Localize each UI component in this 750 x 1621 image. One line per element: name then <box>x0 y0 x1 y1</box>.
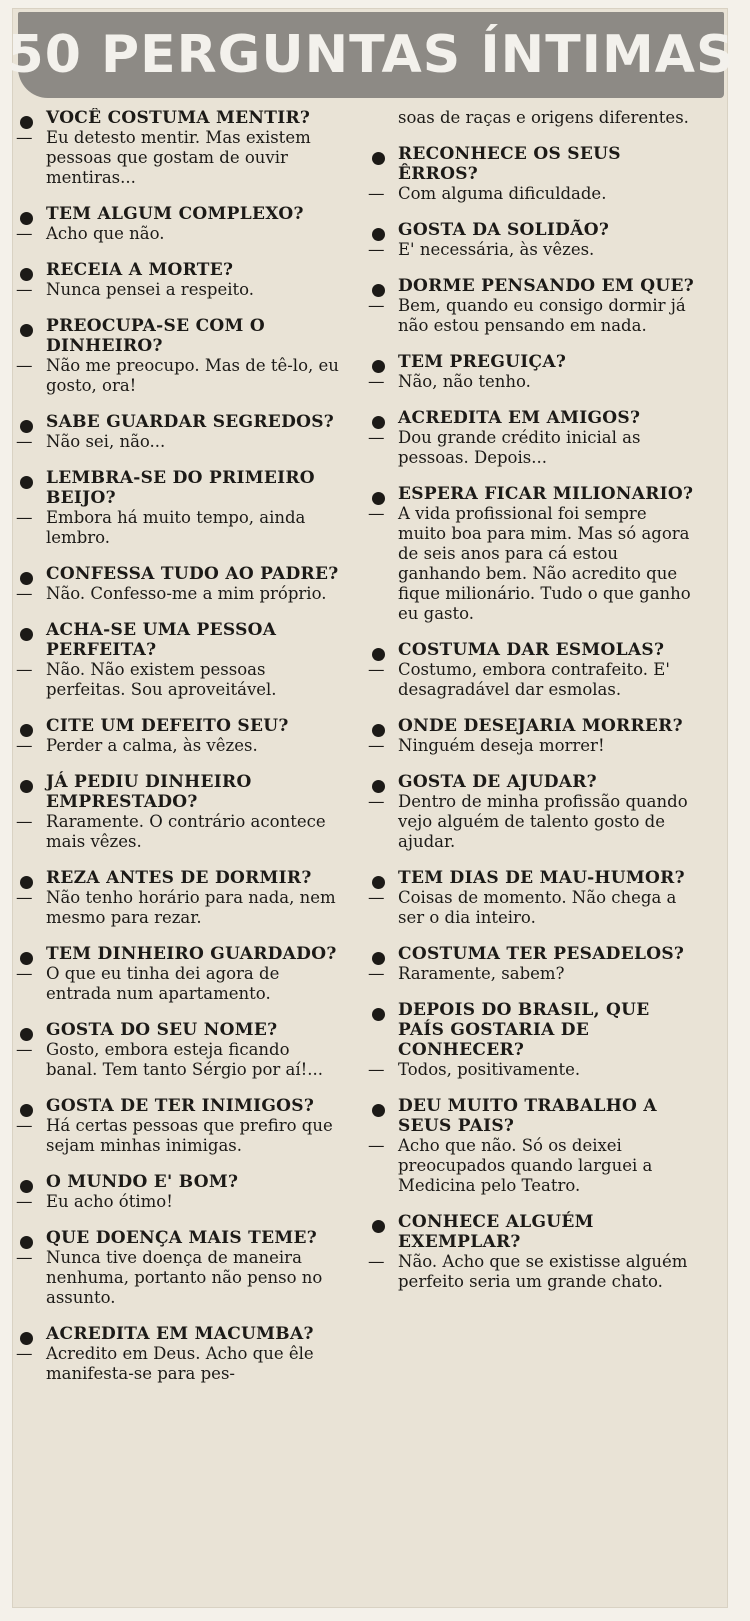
question: COSTUMA DAR ESMOLAS? <box>398 640 665 660</box>
question: TEM ALGUM COMPLEXO? <box>46 204 304 224</box>
dash-icon: — <box>16 964 33 983</box>
answer <box>368 240 698 260</box>
qa-item <box>16 1172 346 1212</box>
title-banner <box>7 12 735 98</box>
answer <box>16 1040 346 1080</box>
dash-icon: — <box>16 1344 33 1363</box>
qa-item <box>368 944 698 984</box>
qa-item <box>368 220 698 260</box>
dash-icon: — <box>368 660 385 679</box>
answer <box>368 888 698 928</box>
dash-icon: — <box>16 584 33 603</box>
answer-text: Não. Acho que se existisse alguém perfeito seria um grande chato. <box>398 1252 688 1291</box>
dash-icon: — <box>368 428 385 447</box>
qa-item <box>368 1212 698 1292</box>
answer <box>368 504 698 624</box>
answer-text: Há certas pessoas que prefiro que sejam minhas inimigas. <box>46 1116 333 1155</box>
qa-item <box>368 868 698 928</box>
question: RECEIA A MORTE? <box>46 260 234 280</box>
question: DORME PENSANDO EM QUE? <box>398 276 694 296</box>
qa-item <box>16 204 346 244</box>
answer <box>368 184 698 204</box>
answer-text: Não sei, não... <box>46 432 166 451</box>
answer-text: E' necessária, às vêzes. <box>398 240 595 259</box>
qa-item <box>16 868 346 928</box>
dash-icon: — <box>368 888 385 907</box>
answer-text: Não tenho horário para nada, nem mesmo para rezar. <box>46 888 336 927</box>
question: GOSTA DA SOLIDÃO? <box>398 220 610 240</box>
answer <box>16 356 346 396</box>
dash-icon: — <box>16 1248 33 1267</box>
qa-item <box>368 484 698 624</box>
question: VOCÊ COSTUMA MENTIR? <box>46 108 311 128</box>
answer <box>368 964 698 984</box>
dash-icon: — <box>368 964 385 983</box>
answer <box>16 812 346 852</box>
answer <box>368 1136 698 1196</box>
question: O MUNDO E' BOM? <box>46 1172 239 1192</box>
qa-item <box>16 316 346 396</box>
dash-icon: — <box>368 736 385 755</box>
question: GOSTA DO SEU NOME? <box>46 1020 278 1040</box>
dash-icon: — <box>368 240 385 259</box>
answer <box>368 296 698 336</box>
qa-item <box>16 564 346 604</box>
bullet-icon <box>20 324 33 337</box>
dash-icon: — <box>368 792 385 811</box>
qa-item <box>16 620 346 700</box>
question: QUE DOENÇA MAIS TEME? <box>46 1228 317 1248</box>
bullet-icon <box>20 476 33 489</box>
answer <box>16 508 346 548</box>
answer-text: Eu detesto mentir. Mas existem pessoas que gostam de ouvir mentiras... <box>46 128 311 187</box>
qa-item <box>368 716 698 756</box>
qa-item <box>16 716 346 756</box>
dash-icon: — <box>16 888 33 907</box>
answer-text: Raramente, sabem? <box>398 964 565 983</box>
answer <box>16 1248 346 1308</box>
qa-item <box>368 640 698 700</box>
question: TEM PREGUIÇA? <box>398 352 567 372</box>
newspaper-clipping <box>7 8 735 1608</box>
answer <box>16 1116 346 1156</box>
answer-text: Ninguém deseja morrer! <box>398 736 605 755</box>
qa-item <box>368 144 698 204</box>
answer-text: Dentro de minha profissão quando vejo alguém de talento gosto de ajudar. <box>398 792 688 851</box>
dash-icon: — <box>16 356 33 375</box>
qa-item <box>368 408 698 468</box>
question: COSTUMA TER PESADELOS? <box>398 944 685 964</box>
answer <box>16 224 346 244</box>
page-title: 50 PERGUNTAS ÍNTIMAS <box>7 25 735 85</box>
qa-item <box>16 1324 346 1384</box>
dash-icon: — <box>16 508 33 527</box>
question: SABE GUARDAR SEGREDOS? <box>46 412 335 432</box>
right-column <box>368 108 698 1598</box>
question: REZA ANTES DE DORMIR? <box>46 868 312 888</box>
question: ACHA-SE UMA PESSOA PERFEITA? <box>46 620 277 660</box>
answer <box>368 736 698 756</box>
answer-text: Nunca tive doença de maneira nenhuma, portanto não penso no assunto. <box>46 1248 323 1307</box>
qa-item <box>16 772 346 852</box>
answer <box>16 888 346 928</box>
answer-text: Nunca pensei a respeito. <box>46 280 255 299</box>
bullet-icon <box>20 628 33 641</box>
answer-text: Não me preocupo. Mas de tê-lo, eu gosto, ora! <box>46 356 339 395</box>
bullet-icon <box>372 1008 385 1021</box>
qa-item <box>368 772 698 852</box>
question: DEPOIS DO BRASIL, QUE PAÍS GOSTARIA DE CONHECER? <box>398 1000 650 1060</box>
question: TEM DIAS DE MAU-HUMOR? <box>398 868 685 888</box>
dash-icon: — <box>16 660 33 679</box>
answer <box>16 660 346 700</box>
answer-text: Não. Não existem pessoas perfeitas. Sou aproveitável. <box>46 660 277 699</box>
question: GOSTA DE AJUDAR? <box>398 772 597 792</box>
question: TEM DINHEIRO GUARDADO? <box>46 944 337 964</box>
answer <box>16 1344 346 1384</box>
question: GOSTA DE TER INIMIGOS? <box>46 1096 315 1116</box>
answer-text: Todos, positivamente. <box>398 1060 581 1079</box>
question: ACREDITA EM AMIGOS? <box>398 408 641 428</box>
answer-text: Acredito em Deus. Acho que êle manifesta-se para pes- <box>46 1344 314 1383</box>
qa-item <box>16 468 346 548</box>
answer-text: Costumo, embora contrafeito. E' desagradável dar esmolas. <box>398 660 670 699</box>
bullet-icon <box>20 780 33 793</box>
answer-text: O que eu tinha dei agora de entrada num apartamento. <box>46 964 280 1003</box>
dash-icon: — <box>16 1192 33 1211</box>
question: JÁ PEDIU DINHEIRO EMPRESTADO? <box>46 772 252 812</box>
bullet-icon <box>372 1104 385 1117</box>
answer <box>16 432 346 452</box>
answer-text: Bem, quando eu consigo dormir já não estou pensando em nada. <box>398 296 686 335</box>
answer-text: Com alguma dificuldade. <box>398 184 607 203</box>
answer-text: Não. Confesso-me a mim próprio. <box>46 584 327 603</box>
answer-text: Acho que não. <box>46 224 165 243</box>
qa-item <box>16 260 346 300</box>
dash-icon: — <box>16 280 33 299</box>
answer-text: A vida profissional foi sempre muito boa para mim. Mas só agora de seis anos para cá estou ganhando bem. Não acredito que fique milionário. Tudo o que ganho eu gasto. <box>398 504 691 623</box>
qa-item <box>16 108 346 188</box>
dash-icon: — <box>368 296 385 315</box>
dash-icon: — <box>368 184 385 203</box>
qa-item <box>16 1096 346 1156</box>
answer <box>16 584 346 604</box>
question: CITE UM DEFEITO SEU? <box>46 716 289 736</box>
dash-icon: — <box>16 128 33 147</box>
answer <box>16 964 346 1004</box>
answer-text: Embora há muito tempo, ainda lembro. <box>46 508 306 547</box>
dash-icon: — <box>16 812 33 831</box>
qa-item <box>368 276 698 336</box>
answer-text: Acho que não. Só os deixei preocupados quando larguei a Medicina pelo Teatro. <box>398 1136 653 1195</box>
qa-item <box>16 1228 346 1308</box>
dash-icon: — <box>368 504 385 523</box>
qa-item <box>16 1020 346 1080</box>
answer <box>16 280 346 300</box>
answer <box>368 792 698 852</box>
dash-icon: — <box>16 1040 33 1059</box>
answer-text: Dou grande crédito inicial as pessoas. Depois... <box>398 428 641 467</box>
answer-text: Coisas de momento. Não chega a ser o dia inteiro. <box>398 888 677 927</box>
question: CONHECE ALGUÉM EXEMPLAR? <box>398 1212 594 1252</box>
left-column <box>16 108 346 1598</box>
dash-icon: — <box>368 1060 385 1079</box>
answer-text: Não, não tenho. <box>398 372 531 391</box>
dash-icon: — <box>16 432 33 451</box>
question: DEU MUITO TRABALHO A SEUS PAIS? <box>398 1096 657 1136</box>
answer <box>368 1252 698 1292</box>
qa-item <box>16 412 346 452</box>
answer <box>16 128 346 188</box>
dash-icon: — <box>16 224 33 243</box>
question: ONDE DESEJARIA MORRER? <box>398 716 683 736</box>
answer <box>16 1192 346 1212</box>
bullet-icon <box>372 1220 385 1233</box>
qa-item <box>368 1000 698 1080</box>
dash-icon: — <box>368 1136 385 1155</box>
question: RECONHECE OS SEUS ÊRROS? <box>398 144 621 184</box>
answer-text: Gosto, embora esteja ficando banal. Tem tanto Sérgio por aí!... <box>46 1040 323 1079</box>
answer <box>368 372 698 392</box>
question: ACREDITA EM MACUMBA? <box>46 1324 314 1344</box>
dash-icon: — <box>368 372 385 391</box>
qa-item <box>368 352 698 392</box>
question: LEMBRA-SE DO PRIMEIRO BEIJO? <box>46 468 315 508</box>
answer <box>16 736 346 756</box>
question: PREOCUPA-SE COM O DINHEIRO? <box>46 316 265 356</box>
answer <box>368 660 698 700</box>
dash-icon: — <box>368 1252 385 1271</box>
question: CONFESSA TUDO AO PADRE? <box>46 564 339 584</box>
answer-text: Raramente. O contrário acontece mais vêzes. <box>46 812 326 851</box>
dash-icon: — <box>16 736 33 755</box>
answer <box>368 428 698 468</box>
qa-item <box>16 944 346 1004</box>
continued-answer: soas de raças e origens diferentes. <box>398 108 689 127</box>
dash-icon: — <box>16 1116 33 1135</box>
question: ESPERA FICAR MILIONARIO? <box>398 484 694 504</box>
answer-text: Perder a calma, às vêzes. <box>46 736 258 755</box>
bullet-icon <box>372 152 385 165</box>
answer-text: Eu acho ótimo! <box>46 1192 173 1211</box>
answer <box>368 1060 698 1080</box>
qa-item <box>368 1096 698 1196</box>
